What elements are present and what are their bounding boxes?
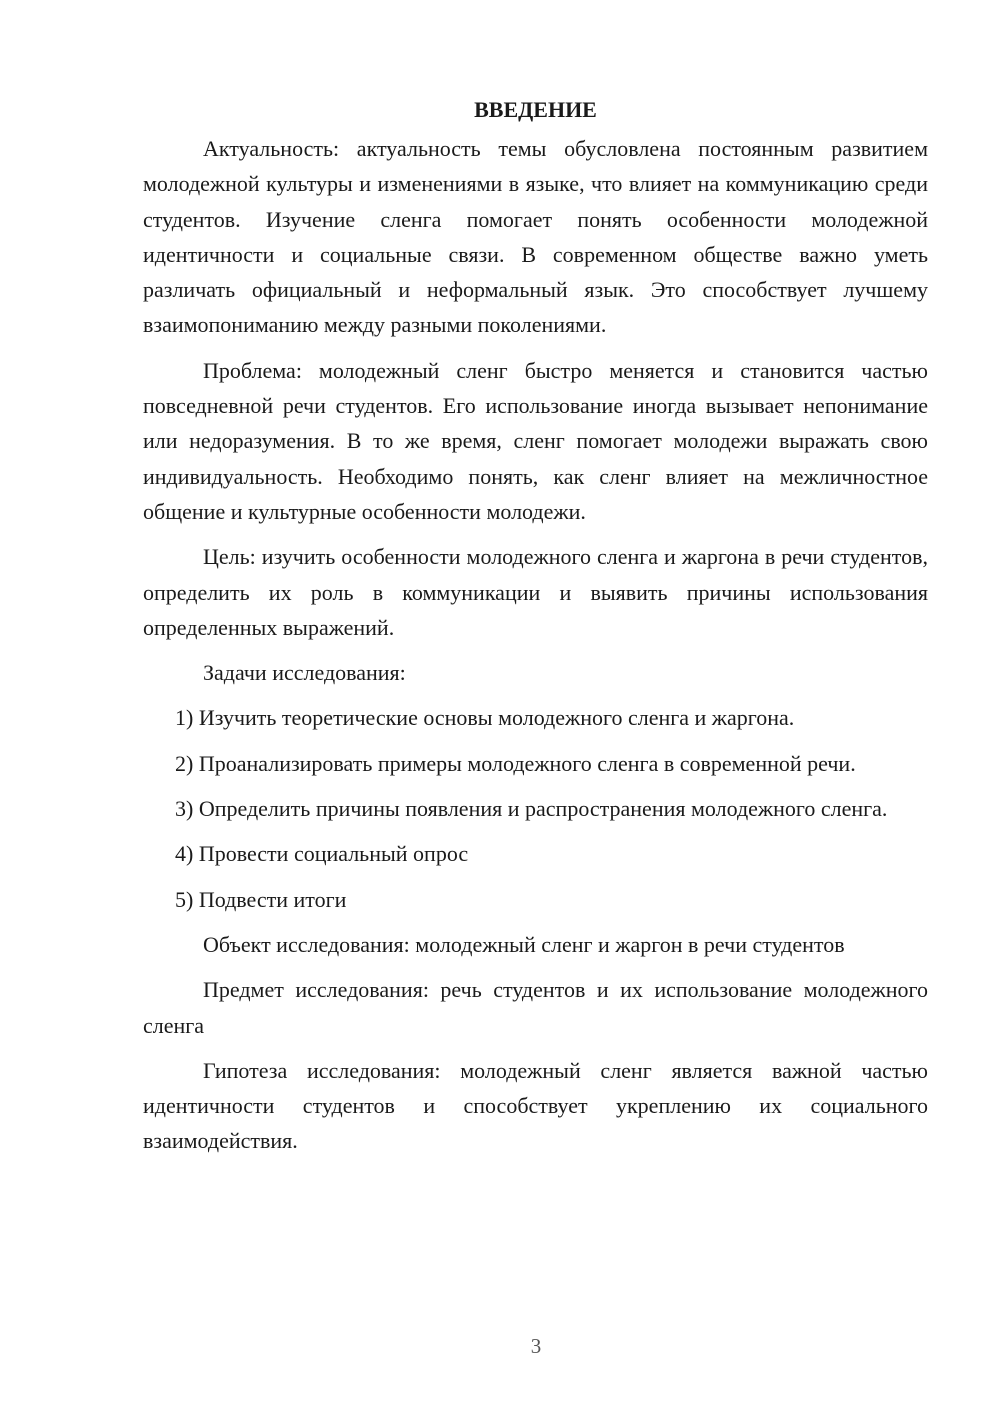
task-item-4: 4) Провести социальный опрос [175, 841, 469, 867]
page-number: 3 [530, 1334, 542, 1358]
hypothesis-paragraph: Гипотеза исследования: молодежный сленг является важной частью идентичности студентов и способствует укреплению их социального взаимодействия. [143, 1057, 928, 1154]
task-item-1: 1) Изучить теоретические основы молодежного сленга и жаргона. [175, 705, 795, 731]
document-page [143, 92, 928, 1169]
task-item-2: 2) Проанализировать примеры молодежного сленга в современной речи. [175, 750, 856, 776]
task-item-3: 3) Определить причины появления и распространения молодежного сленга. [175, 796, 888, 822]
subject-paragraph: Предмет исследования: речь студентов и их использование молодежного сленга [143, 977, 928, 1038]
goal-paragraph: Цель: изучить особенности молодежного сленга и жаргона в речи студентов, определить их роль в коммуникации и выявить причины использования определенных выражений. [143, 544, 928, 640]
problem-paragraph: Проблема: молодежный сленг быстро меняется и становится частью повседневной речи студентов. Его использование иногда вызывает непонимание или недоразумения. В то же время, сленг помогает молодежи выражать свою индивидуальность. Необходимо понять, как сленг влияет на межличностное общение и культурные особенности молодежи. [143, 357, 928, 524]
tasks-heading: Задачи исследования: [203, 660, 406, 686]
page-title: ВВЕДЕНИЕ [474, 97, 597, 122]
relevance-paragraph: Актуальность: актуальность темы обусловлена постоянным развитием молодежной культуры и изменениями в языке, что влияет на коммуникацию среди студентов. Изучение сленга помогает понять особенности молодежной идентичности и социальные связи. В современном обществе важно уметь различать официальный и неформальный язык. Это способствует лучшему взаимопониманию между разными поколениями. [143, 136, 928, 338]
task-item-5: 5) Подвести итоги [175, 886, 347, 912]
object-paragraph: Объект исследования: молодежный сленг и жаргон в речи студентов [203, 931, 845, 957]
